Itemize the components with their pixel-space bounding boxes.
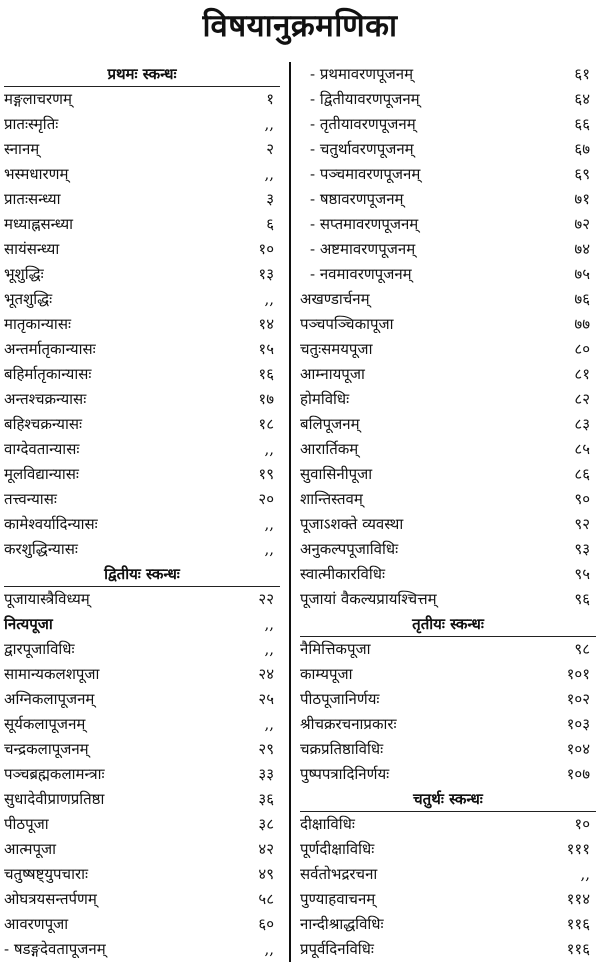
- toc-entry-title: मूलविद्यान्यासः: [4, 465, 79, 483]
- section-heading: [4, 562, 280, 587]
- toc-entry-page: ६०: [258, 915, 274, 933]
- toc-entry-title: तत्त्वन्यासः: [4, 490, 57, 508]
- toc-entry: [4, 687, 280, 712]
- section-heading-text: द्वितीयः स्कन्धः: [104, 565, 180, 583]
- toc-entry-title: होमविधिः: [300, 390, 350, 408]
- toc-entry-title: नैमित्तिकपूजा: [300, 640, 371, 658]
- toc-entry-title: वाग्देवतान्यासः: [4, 440, 80, 458]
- toc-entry-page: ६: [266, 215, 274, 233]
- toc-entry-title: चतुःसमयपूजा: [300, 340, 373, 358]
- toc-entry-title: चन्द्रकलापूजनम्: [4, 740, 89, 758]
- toc-entry-title: दीक्षाविधिः: [300, 815, 355, 833]
- toc-entry: [4, 587, 280, 612]
- toc-entry: [4, 337, 280, 362]
- toc-entry-title: चतुष्षष्ट्युपचाराः: [4, 865, 89, 883]
- toc-entry-page: ४९: [258, 865, 274, 883]
- toc-entry-title: मातृकान्यासः: [4, 315, 71, 333]
- toc-entry: [4, 487, 280, 512]
- toc-entry-title: स्नानम्: [4, 140, 40, 158]
- toc-entry-page: ७४: [574, 240, 590, 258]
- toc-entry: [4, 87, 280, 112]
- toc-entry: [300, 687, 596, 712]
- toc-entry: [4, 237, 280, 262]
- toc-entry-title: बलिपूजनम्: [300, 415, 360, 433]
- section-heading-text: तृतीयः स्कन्धः: [412, 615, 484, 633]
- toc-entry-page: १४: [258, 315, 274, 333]
- toc-entry-page: ७२: [574, 215, 590, 233]
- section-heading-text: चतुर्थः स्कन्धः: [413, 790, 483, 808]
- toc-entry: [300, 237, 596, 262]
- toc-entry-page: ,,: [264, 290, 274, 308]
- toc-entry: [300, 637, 596, 662]
- section-heading-text: प्रथमः स्कन्धः: [107, 65, 177, 83]
- toc-entry-page: १०: [574, 815, 590, 833]
- toc-entry-page: ,,: [264, 540, 274, 558]
- toc-entry: [4, 112, 280, 137]
- toc-entry: [300, 362, 596, 387]
- toc-entry: [4, 437, 280, 462]
- toc-entry-page: १: [266, 90, 274, 108]
- toc-entry-page: ,,: [264, 640, 274, 658]
- toc-entry-title: आम्नायपूजा: [300, 365, 365, 383]
- toc-entry: [4, 737, 280, 762]
- toc-entry: [300, 112, 596, 137]
- toc-entry-title: प्रातःसन्ध्या: [4, 190, 61, 208]
- toc-entry-page: २५: [258, 690, 274, 708]
- toc-entry: [300, 937, 596, 962]
- toc-entry-page: ६१: [574, 65, 590, 83]
- toc-entry: [300, 662, 596, 687]
- toc-entry: [4, 937, 280, 962]
- toc-entry-title: पीठपूजानिर्णयः: [300, 690, 380, 708]
- toc-entry-page: १०१: [566, 665, 590, 683]
- toc-entry: [4, 387, 280, 412]
- toc-entry-page: ८२: [574, 390, 590, 408]
- toc-entry-title: अन्तर्मातृकान्यासः: [4, 340, 96, 358]
- toc-entry-page: ११६: [566, 915, 590, 933]
- toc-entry-title: पीठपूजा: [4, 815, 49, 833]
- toc-entry-page: २२: [258, 590, 274, 608]
- toc-entry-page: ६९: [574, 165, 590, 183]
- toc-entry-page: ६७: [574, 140, 590, 158]
- toc-entry: [300, 87, 596, 112]
- toc-entry-page: ५८: [258, 890, 274, 908]
- toc-entry: [4, 812, 280, 837]
- toc-entry-page: १०७: [566, 765, 590, 783]
- toc-entry-page: ,,: [264, 715, 274, 733]
- toc-entry-title: श्रीचक्ररचनाप्रकारः: [300, 715, 397, 733]
- toc-entry: [4, 412, 280, 437]
- toc-entry: [4, 287, 280, 312]
- toc-entry-title: नित्यपूजा: [4, 615, 53, 633]
- toc-entry: [300, 862, 596, 887]
- toc-entry: [4, 512, 280, 537]
- toc-entry-title: सर्वतोभद्ररचना: [300, 865, 378, 883]
- section-heading: [4, 62, 280, 87]
- toc-entry-page: ३३: [258, 765, 274, 783]
- toc-entry-title: कामेश्वर्यादिन्यासः: [4, 515, 98, 533]
- toc-entry-page: १०: [258, 240, 274, 258]
- toc-entry-page: १५: [258, 340, 274, 358]
- toc-entry-page: ३६: [258, 790, 274, 808]
- section-heading: [300, 612, 596, 637]
- toc-entry: [300, 762, 596, 787]
- toc-entry: [4, 362, 280, 387]
- toc-entry-title: सुधादेवीप्राणप्रतिष्ठा: [4, 790, 105, 808]
- toc-entry-page: १०४: [566, 740, 590, 758]
- toc-entry-title: पञ्चब्रह्मकलामन्त्राः: [4, 765, 105, 783]
- toc-entry: [4, 762, 280, 787]
- toc-entry-page: ६६: [574, 115, 590, 133]
- toc-entry: [300, 162, 596, 187]
- toc-entry: [300, 187, 596, 212]
- toc-entry-title: भूतशुद्धिः: [4, 290, 53, 308]
- toc-entry: [4, 137, 280, 162]
- toc-entry: [4, 262, 280, 287]
- toc-entry-page: ,,: [264, 440, 274, 458]
- toc-entry-page: ११४: [566, 890, 590, 908]
- toc-entry-title: मध्याह्नसन्ध्या: [4, 215, 74, 233]
- toc-entry: [300, 62, 596, 87]
- toc-entry: [4, 212, 280, 237]
- toc-entry: [4, 637, 280, 662]
- toc-entry-page: २०: [258, 490, 274, 508]
- toc-entry-page: ७५: [574, 265, 590, 283]
- toc-entry-title: आरार्तिकम्: [300, 440, 359, 458]
- toc-entry-page: ,,: [264, 615, 274, 633]
- toc-entry-page: ८५: [574, 440, 590, 458]
- toc-entry-page: १०३: [566, 715, 590, 733]
- toc-entry: [300, 287, 596, 312]
- toc-entry: [300, 337, 596, 362]
- toc-entry: [300, 887, 596, 912]
- toc-entry: [300, 312, 596, 337]
- toc-entry: [4, 312, 280, 337]
- toc-entry-page: ९८: [574, 640, 590, 658]
- toc-entry-title: अन्तश्चक्रन्यासः: [4, 390, 87, 408]
- toc-entry-title: काम्यपूजा: [300, 665, 353, 683]
- toc-entry: [4, 912, 280, 937]
- toc-entry-page: ,,: [264, 515, 274, 533]
- toc-entry: [4, 537, 280, 562]
- toc-entry: [300, 712, 596, 737]
- toc-entry: [300, 462, 596, 487]
- toc-entry: [300, 137, 596, 162]
- toc-entry-page: ९३: [574, 540, 590, 558]
- toc-entry-page: २९: [258, 740, 274, 758]
- toc-entry-title: बहिश्चक्रन्यासः: [4, 415, 83, 433]
- toc-entry-page: १७: [258, 390, 274, 408]
- toc-entry: [300, 562, 596, 587]
- toc-entry-page: ३: [266, 190, 274, 208]
- toc-entry-title: - पञ्चमावरणपूजनम्: [310, 165, 421, 183]
- toc-entry-page: २४: [258, 665, 274, 683]
- toc-entry-title: प्रातःस्मृतिः: [4, 115, 59, 133]
- toc-entry-title: सुवासिनीपूजा: [300, 465, 373, 483]
- toc-entry: [300, 262, 596, 287]
- toc-entry-title: शान्तिस्तवम्: [300, 490, 363, 508]
- toc-entry-title: बहिर्मातृकान्यासः: [4, 365, 92, 383]
- toc-entry-title: पूर्णदीक्षाविधिः: [300, 840, 375, 858]
- toc-entry: [300, 487, 596, 512]
- toc-entry-page: ९२: [574, 515, 590, 533]
- toc-entry: [4, 187, 280, 212]
- toc-entry-title: करशुद्धिन्यासः: [4, 540, 78, 558]
- toc-entry-title: - सप्तमावरणपूजनम्: [310, 215, 419, 233]
- section-heading: [300, 787, 596, 812]
- toc-entry-title: - नवमावरणपूजनम्: [310, 265, 412, 283]
- page-title: विषयानुक्रमणिका: [202, 8, 398, 44]
- toc-entry-page: १८: [258, 415, 274, 433]
- toc-entry-title: द्वारपूजाविधिः: [4, 640, 75, 658]
- toc-entry-page: १३: [258, 265, 274, 283]
- toc-entry-title: - षष्ठावरणपूजनम्: [310, 190, 404, 208]
- toc-entry-title: स्वात्मीकारविधिः: [300, 565, 386, 583]
- toc-entry-title: - चतुर्थावरणपूजनम्: [310, 140, 414, 158]
- toc-entry-page: ३८: [258, 815, 274, 833]
- left-column: [4, 62, 280, 962]
- toc-entry: [300, 737, 596, 762]
- toc-entry-title: पूजायास्त्रैविध्यम्: [4, 590, 90, 608]
- toc-entry-title: आत्मपूजा: [4, 840, 57, 858]
- toc-entry: [300, 837, 596, 862]
- toc-entry-page: १११: [566, 840, 590, 858]
- toc-entry-title: - षडङ्गदेवतापूजनम्: [4, 940, 106, 958]
- toc-entry-page: ,,: [580, 865, 590, 883]
- toc-entry: [4, 662, 280, 687]
- toc-entry-page: ८१: [574, 365, 590, 383]
- toc-entry: [4, 462, 280, 487]
- toc-entry: [300, 812, 596, 837]
- toc-entry-title: अखण्डार्चनम्: [300, 290, 370, 308]
- column-divider: [289, 62, 291, 962]
- toc-entry: [300, 437, 596, 462]
- toc-entry-title: सूर्यकलापूजनम्: [4, 715, 86, 733]
- toc-entry-page: ,,: [264, 115, 274, 133]
- toc-entry-title: नान्दीश्राद्धविधिः: [300, 915, 384, 933]
- toc-entry-title: चक्रप्रतिष्ठाविधिः: [300, 740, 384, 758]
- toc-entry-page: ७६: [574, 290, 590, 308]
- toc-entry: [300, 512, 596, 537]
- toc-entry: [300, 912, 596, 937]
- toc-entry-title: - अष्टमावरणपूजनम्: [310, 240, 416, 258]
- toc-entry-title: भूशुद्धिः: [4, 265, 44, 283]
- toc-entry: [4, 162, 280, 187]
- toc-entry-title: मङ्गलाचरणम्: [4, 90, 72, 108]
- toc-entry-page: १६: [258, 365, 274, 383]
- toc-entry-page: १०२: [566, 690, 590, 708]
- toc-entry-page: ८६: [574, 465, 590, 483]
- toc-entry: [4, 837, 280, 862]
- toc-entry-page: ७७: [574, 315, 590, 333]
- toc-entry-title: पूजायां वैकल्यप्रायश्चित्तम्: [300, 590, 437, 608]
- toc-entry-page: ९०: [574, 490, 590, 508]
- toc-entry-title: अग्निकलापूजनम्: [4, 690, 95, 708]
- toc-entry-title: - तृतीयावरणपूजनम्: [310, 115, 416, 133]
- toc-entry-page: ८३: [574, 415, 590, 433]
- toc-entry-title: पुण्याहवाचनम्: [300, 890, 376, 908]
- right-column: [300, 62, 596, 962]
- toc-entry-title: सामान्यकलशपूजा: [4, 665, 100, 683]
- toc-entry-page: ११६: [566, 940, 590, 958]
- toc-entry-title: अनुकल्पपूजाविधिः: [300, 540, 399, 558]
- toc-entry-title: पूजाऽशक्ते व्यवस्था: [300, 515, 404, 533]
- toc-entry-title: पुष्पपत्रादिनिर्णयः: [300, 765, 390, 783]
- toc-entry-page: ,,: [264, 165, 274, 183]
- toc-entry: [300, 412, 596, 437]
- toc-entry-page: ९५: [574, 565, 590, 583]
- toc-entry: [300, 537, 596, 562]
- toc-entry: [300, 387, 596, 412]
- toc-entry-title: भस्मधारणम्: [4, 165, 69, 183]
- toc-entry-title: पञ्चपञ्चिकापूजा: [300, 315, 394, 333]
- toc-entry-page: ७१: [574, 190, 590, 208]
- toc-entry-page: ,,: [264, 940, 274, 958]
- toc-entry-title: - द्वितीयावरणपूजनम्: [310, 90, 420, 108]
- toc-entry-page: ४२: [258, 840, 274, 858]
- toc-entry: [4, 787, 280, 812]
- toc-entry-page: २: [266, 140, 274, 158]
- toc-entry-title: आवरणपूजा: [4, 915, 69, 933]
- toc-entry-page: ९६: [574, 590, 590, 608]
- toc-entry: [300, 212, 596, 237]
- toc-entry-title: - प्रथमावरणपूजनम्: [310, 65, 414, 83]
- toc-entry: [4, 712, 280, 737]
- toc-entry: [300, 587, 596, 612]
- toc-entry: [4, 887, 280, 912]
- toc-entry: [4, 862, 280, 887]
- toc-entry-page: ६४: [574, 90, 590, 108]
- toc-entry-title: सायंसन्ध्या: [4, 240, 60, 258]
- toc-entry-title: प्रपूर्वदिनविधिः: [300, 940, 374, 958]
- toc-entry-page: १९: [258, 465, 274, 483]
- toc-entry-page: ८०: [574, 340, 590, 358]
- toc-entry: [4, 612, 280, 637]
- toc-entry-title: ओघत्रयसन्तर्पणम्: [4, 890, 97, 908]
